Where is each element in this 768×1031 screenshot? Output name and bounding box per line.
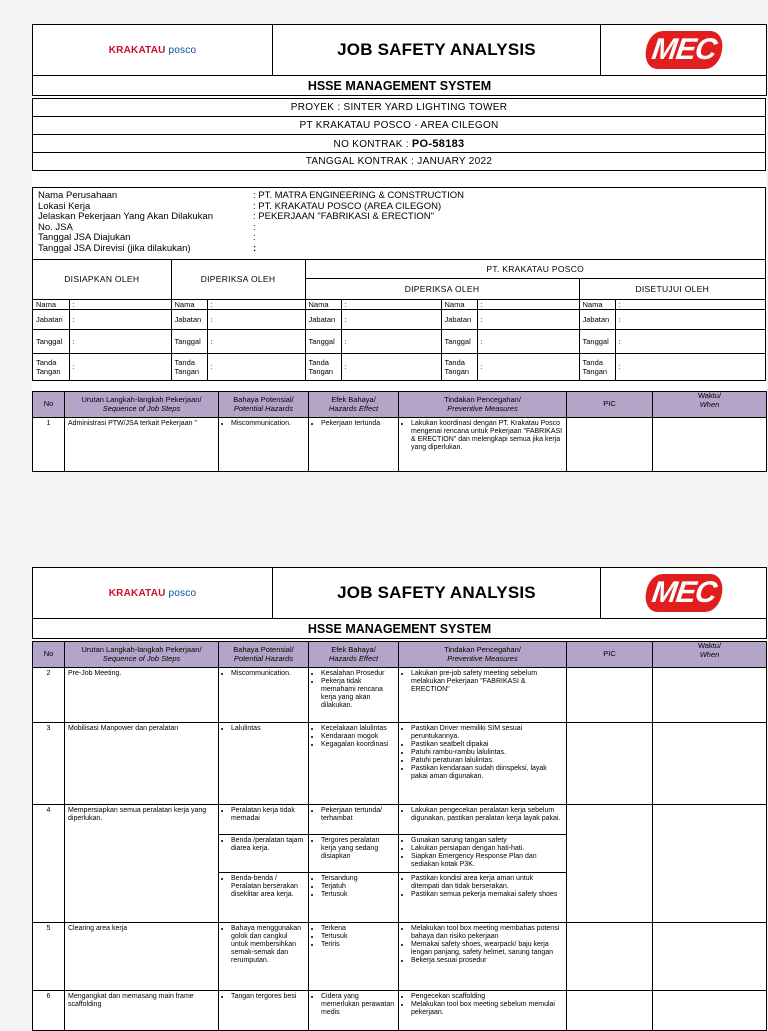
row-effects-list [312,837,395,861]
jabatan-label: Jabatan [441,309,477,329]
nama-label: Nama [579,299,615,309]
row-when [653,923,767,991]
col-step-label-en: Sequence of Job Steps [102,653,181,663]
row-no: 5 [33,923,65,991]
col-when [653,642,767,668]
col-when-label: Waktu/ [697,391,722,401]
row-measures [399,668,567,723]
col-effect-label: Efek Bahaya/ [331,395,376,405]
row-effects-item: • Pekerjaan tertunda [321,420,395,428]
company-label: Lokasi Kerja [38,200,91,212]
row-effects [309,668,399,723]
row-step: Administrasi PTW/JSA terkait Pekerjaan " [65,418,219,472]
table-row [33,723,767,805]
company-value: : [253,232,256,244]
row-hazards [219,991,309,1031]
tanda-tangan-label: Tanda Tangan [441,353,477,380]
company-value: : PEKERJAAN "FABRIKASI & ERECTION" [253,211,434,223]
row-step: Clearing area kerja [65,923,219,991]
nama-label: Nama [171,299,207,309]
tanggal-label: Tanggal [305,329,341,353]
jabatan-value: : [207,309,305,329]
tanda-tangan-value: : [207,353,305,380]
row-effects-item: • Kesalahan Prosedur [321,670,395,678]
row-effects-item: • Terjatuh [321,883,395,891]
col-when [653,392,767,418]
row-effects-list [312,993,395,1017]
jabatan-label: Jabatan [305,309,341,329]
row-when [653,723,767,805]
row-measures-list [402,875,563,899]
proyek: PROYEK : SINTER YARD LIGHTING TOWER [33,99,766,117]
company-label: Tanggal JSA Direvisi (jika dilakukan) [38,242,191,254]
krakatau-posco-logo [33,25,273,76]
row-hazards-list [222,420,305,428]
col-no: No [33,392,65,418]
row-hazards-list [222,875,305,899]
col-effect-label: Efek Bahaya/ [331,645,376,654]
signature-table [33,259,765,381]
row-measures-item: • Pastikan seatbelt dipakai [411,741,563,749]
row-measures [399,418,567,472]
diperiksa-oleh: DIPERIKSA OLEH [171,259,305,299]
disiapkan-oleh: DISIAPKAN OLEH [33,259,171,299]
row-no: 2 [33,668,65,723]
company-label: No. JSA [38,221,73,233]
row-measures-item: • Lakukan koordinasi dengan PT. Krakatau Posco mengenai rencana untuk Pekerjaan "FABRIKASI & ERECTION" dan melengkapi semua jika kerja yang diperlukan. [411,420,563,452]
row-measures-list [402,807,563,823]
tanggal-label: Tanggal [579,329,615,353]
row-effects-item: • Pekerjaan tertunda/ terhambat [321,807,395,823]
krakatau-posco-logo [33,568,273,619]
row-hazards-list [222,670,305,678]
row-pic [567,805,653,923]
row-hazards-item: • Benda-benda / Peralatan berserakan diseklitar area kerja. [231,875,305,899]
logo-text-posco: posco [168,587,197,599]
row-hazards [219,418,309,472]
row-measures-item: • Patuhi rambu-rambu lalulintas. [411,749,563,757]
row-pic [567,418,653,472]
nama-value: : [341,299,441,309]
row-step: Mobilisasi Manpower dan peralatan [65,723,219,805]
tanggal-value: : [477,329,579,353]
row-step: Pre-Job Meeting. [65,668,219,723]
col-no: No [33,642,65,668]
nama-label: Nama [305,299,341,309]
row-hazards [219,835,309,873]
mec-logo-badge: MEC [643,574,724,612]
table-row [33,418,767,472]
row-step: Mempersiapkan semua peralatan kerja yang diperlukan. [65,805,219,923]
tanggal-value: : [615,329,765,353]
row-hazards-item: • Benda /peralatan tajam diarea kerja. [231,837,305,853]
row-when [653,418,767,472]
col-effect-label-en: Hazards Effect [328,653,379,663]
tanda-tangan-value: : [615,353,765,380]
col-step-label-en: Sequence of Job Steps [102,403,181,413]
col-measures-label-en: Preventive Measures [447,653,518,663]
row-effects-list [312,807,395,823]
company-label: Nama Perusahaan [38,190,118,201]
row-effects [309,418,399,472]
row-pic [567,923,653,991]
no-kontrak-value: PO-58183 [411,137,465,150]
col-when-label-en: When [699,649,720,659]
pt-krakatau-posco: PT. KRAKATAU POSCO [305,259,765,278]
row-no: 3 [33,723,65,805]
row-effects-list [312,875,395,899]
col-effect-label-en: Hazards Effect [328,403,379,413]
col-hazard [219,642,309,668]
row-measures-item: • Pastikan Driver memiliki SIM sesuai peruntukannya. [411,725,563,741]
col-step [65,392,219,418]
row-effects-item: • Teriris [321,941,395,949]
row-hazards-item: • Lalulintas [231,725,305,733]
row-step: Mengangkat dan memasang main frame scaffolding [65,991,219,1031]
tanggal-label: Tanggal [33,329,69,353]
col-hazard-label-en: Potential Hazards [233,403,294,413]
row-pic [567,723,653,805]
company-label: Tanggal JSA Diajukan [38,232,131,244]
row-when [653,991,767,1031]
row-measures-item: • Pastikan semua pekerja memakai safety shoes [411,891,563,899]
row-measures-item: • Gunakan sarung tangan safety [411,837,563,845]
row-hazards-item: • Tangan tergores besi [231,993,305,1001]
doc-title: JOB SAFETY ANALYSIS [273,25,601,76]
row-hazards [219,805,309,835]
tanda-tangan-label: Tanda Tangan [33,353,69,380]
col-effect [309,642,399,668]
col-step-label: Urutan Langkah-langkah Pekerjaan/ [81,395,202,405]
project-info [32,98,766,171]
row-measures-item: • Patuhi peraturan lalulintas. [411,757,563,765]
row-effects [309,835,399,873]
row-no: 4 [33,805,65,923]
company-value: : [253,242,257,254]
mec-logo [601,568,767,619]
table-row [33,668,767,723]
col-measures-label: Tindakan Pencegahan/ [444,645,521,654]
row-effects-item: • Kendaraan mogok [321,733,395,741]
row-hazards-item: • Peralatan kerja tidak memadai [231,807,305,823]
row-hazards-item: • Bahaya menggunakan golok dan cangkul untuk membersihkan semak-semak dan rerumputan. [231,925,305,965]
company-label: Jelaskan Pekerjaan Yang Akan Dilakukan [38,211,213,223]
row-effects-item: • Cidera yang memerlukan perawatan medis [321,993,395,1017]
company-value: : [253,221,256,233]
tanda-tangan-value: : [477,353,579,380]
doc-subtitle: HSSE MANAGEMENT SYSTEM [33,619,767,639]
row-measures [399,991,567,1031]
company-value: : PT. KRAKATAU POSCO (AREA CILEGON) [253,200,442,212]
row-effects-list [312,725,395,749]
row-measures-item: • Pastikan kendaraan sudah diinspeksi, layak pakai aman digunakan. [411,765,563,781]
row-measures-item: • Lakukan pengecekan peralatan kerja sebelum digunakan, pastikan peralatan kerja layak pakai. [411,807,563,823]
row-hazards-list [222,725,305,733]
row-effects-item: • Tertusuk [321,891,395,899]
nama-value: : [69,299,171,309]
row-effects-item: • Kecelakaan lalulintas [321,725,395,733]
row-effects-item: • Pekerja tidak memahami rencana kerja yang akan dilakukan. [321,678,395,710]
col-pic: PIC [567,642,653,668]
table-row [33,991,767,1031]
col-step [65,642,219,668]
no-kontrak-label: NO KONTRAK : [333,138,412,150]
row-effects-item: • Kegagalan koordinasi [321,741,395,749]
row-measures-item: • Melakukan tool box meeting sebelum memulai pekerjaan. [411,1001,563,1017]
row-measures [399,723,567,805]
row-hazards [219,923,309,991]
row-measures-item: • Bekerja sesuai prosedur [411,957,563,965]
col-step-label: Urutan Langkah-langkah Pekerjaan/ [81,645,202,654]
row-measures-item: • Memakai safety shoes, wearpack/ baju kerja lengan panjang, safety helmet, sarung tangan [411,941,563,957]
lokasi-kontrak: PT KRAKATAU POSCO - AREA CILEGON [33,117,766,135]
row-hazards [219,873,309,923]
row-effects [309,923,399,991]
row-effects-list [312,420,395,428]
row-measures-list [402,925,563,965]
company-info [32,187,766,381]
row-effects-item: • Tersandung [321,875,395,883]
row-hazards [219,668,309,723]
tanda-tangan-value: : [341,353,441,380]
tanggal-kontrak: TANGGAL KONTRAK : JANUARY 2022 [33,153,766,171]
doc-subtitle: HSSE MANAGEMENT SYSTEM [33,76,767,96]
col-hazard [219,392,309,418]
row-effects-list [312,925,395,949]
logo-text-krakatau: KRAKATAU [108,44,166,56]
row-effects-item: • Terkena [321,925,395,933]
row-measures [399,923,567,991]
jabatan-value: : [615,309,765,329]
row-measures [399,805,567,835]
row-effects [309,805,399,835]
nama-label: Nama [33,299,69,309]
jabatan-value: : [69,309,171,329]
header-table [32,24,767,96]
row-effects-item: • Tergores peralatan kerja yang sedang disiapkan [321,837,395,861]
jsa-page-1 [32,24,766,472]
col-hazard-label: Bahaya Potensial/ [233,395,294,405]
tanda-tangan-label: Tanda Tangan [579,353,615,380]
row-measures-list [402,420,563,452]
row-hazards [219,723,309,805]
row-measures [399,835,567,873]
row-hazards-list [222,807,305,823]
row-hazards-list [222,837,305,853]
row-measures-list [402,993,563,1017]
jsa-table-page2 [32,641,767,1031]
row-when [653,668,767,723]
row-measures-item: • Lakukan pre-job safety meeting sebelum melakukan Pekerjaan "FABRIKASI & ERECTION" [411,670,563,694]
row-measures-item: • Pengecekan scaffolding [411,993,563,1001]
col-hazard-label: Bahaya Potensial/ [233,645,294,654]
table-row [33,805,767,835]
jsa-table-page1 [32,391,767,472]
mec-logo [601,25,767,76]
row-pic [567,668,653,723]
tanggal-value: : [69,329,171,353]
col-measures [399,392,567,418]
row-no: 6 [33,991,65,1031]
no-kontrak [33,135,766,153]
tanggal-label: Tanggal [441,329,477,353]
row-measures-list [402,725,563,781]
row-hazards-list [222,993,305,1001]
jabatan-label: Jabatan [33,309,69,329]
tanggal-label: Tanggal [171,329,207,353]
col-measures [399,642,567,668]
row-measures [399,873,567,923]
diperiksa-oleh-2: DIPERIKSA OLEH [305,278,579,299]
row-effects [309,723,399,805]
jabatan-label: Jabatan [579,309,615,329]
col-hazard-label-en: Potential Hazards [233,653,294,663]
tanggal-value: : [341,329,441,353]
col-measures-label-en: Preventive Measures [447,403,518,413]
jsa-page-2 [32,567,766,1031]
header-table-2 [32,567,767,639]
row-effects-list [312,670,395,710]
col-when-label: Waktu/ [697,641,722,650]
nama-value: : [615,299,765,309]
col-pic: PIC [567,392,653,418]
tanda-tangan-value: : [69,353,171,380]
jabatan-value: : [477,309,579,329]
logo-text-krakatau: KRAKATAU [108,587,166,599]
row-measures-item: • Lakukan persiapan dengan hati-hati. [411,845,563,853]
jabatan-value: : [341,309,441,329]
logo-text-posco: posco [168,44,197,56]
nama-value: : [207,299,305,309]
row-effects [309,873,399,923]
row-measures-item: • Pastikan kondisi area kerja aman untuk ditempati dan tidak berserakan. [411,875,563,891]
nama-label: Nama [441,299,477,309]
tanggal-value: : [207,329,305,353]
row-hazards-item: • Miscommunication. [231,420,305,428]
row-hazards-list [222,925,305,965]
row-effects [309,991,399,1031]
disetujui-oleh: DISETUJUI OLEH [579,278,765,299]
row-measures-list [402,837,563,869]
company-value: : PT. MATRA ENGINEERING & CONSTRUCTION [253,190,464,201]
col-measures-label: Tindakan Pencegahan/ [444,395,521,405]
row-hazards-item: • Miscommunication. [231,670,305,678]
row-effects-item: • Tertusuk [321,933,395,941]
table-row [33,923,767,991]
jabatan-label: Jabatan [171,309,207,329]
row-measures-item: • Siapkan Emergency Response Plan dan sediakan kotak P3K. [411,853,563,869]
col-effect [309,392,399,418]
nama-value: : [477,299,579,309]
doc-title: JOB SAFETY ANALYSIS [273,568,601,619]
col-when-label-en: When [699,399,720,409]
row-pic [567,991,653,1031]
row-measures-list [402,670,563,694]
mec-logo-badge: MEC [643,31,724,69]
row-measures-item: • Melakukan tool box meeting membahas potensi bahaya dan risiko pekerjaan [411,925,563,941]
tanda-tangan-label: Tanda Tangan [305,353,341,380]
row-when [653,805,767,923]
row-no: 1 [33,418,65,472]
tanda-tangan-label: Tanda Tangan [171,353,207,380]
